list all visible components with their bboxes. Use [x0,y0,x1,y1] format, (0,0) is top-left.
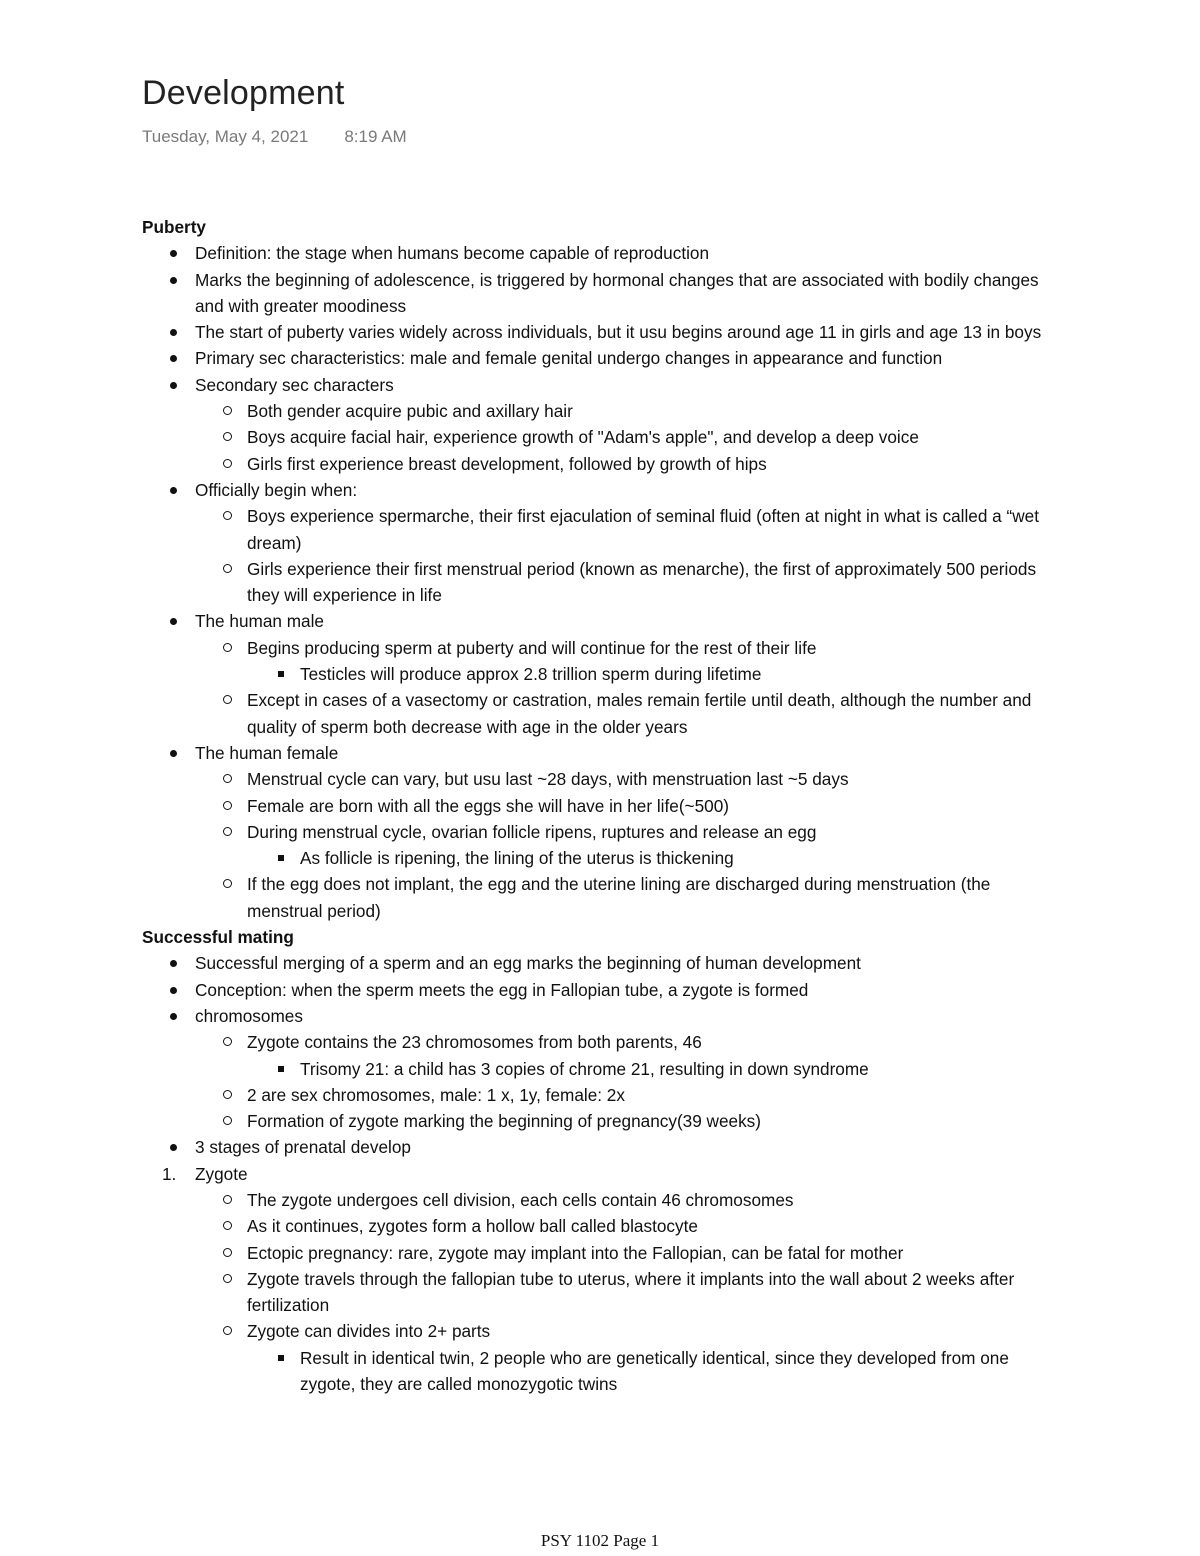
sublist [142,635,1042,740]
list-item: Conception: when the sperm meets the egg in Fallopian tube, a zygote is formed [195,977,1042,1003]
sublist-item: The zygote undergoes cell division, each cells contain 46 chromosomes [247,1187,1042,1213]
sublist [142,503,1042,608]
sublist-item [247,635,1042,688]
numbered-list [142,1161,1042,1398]
note-date: Tuesday, May 4, 2021 [142,127,309,146]
page-title: Development [142,74,345,112]
section-heading-mating: Successful mating [142,927,294,948]
sublist-item: Both gender acquire pubic and axillary hair [247,398,1042,424]
list-item-text: Officially begin when: [195,479,358,500]
sub-sublist [142,845,1042,871]
list-item [195,608,1042,739]
list-item-text: The human male [195,611,324,632]
sublist [142,398,1042,477]
sublist-item: Except in cases of a vasectomy or castration, males remain fertile until death, although the number and quality of sperm both decrease with age in the older years [247,687,1042,740]
sublist-item: Zygote travels through the fallopian tube to uterus, where it implants into the wall about 2 weeks after fertilization [247,1266,1042,1319]
sublist-item: Girls first experience breast development, followed by growth of hips [247,451,1042,477]
sublist-item: Boys acquire facial hair, experience growth of "Adam's apple", and develop a deep voice [247,424,1042,450]
page-footer: PSY 1102 Page 1 [540,1531,660,1550]
sublist [142,1029,1042,1134]
list-item [195,477,1042,608]
sub-sublist [142,1345,1042,1398]
note-timestamp [142,127,407,147]
list-item: Marks the beginning of adolescence, is triggered by hormonal changes that are associated with bodily changes and with greater moodiness [195,267,1042,320]
sub-sublist-item: As follicle is ripening, the lining of the uterus is thickening [300,845,1042,871]
item-number: 1. [162,1163,177,1184]
sublist-item [247,819,1042,872]
list-item-text: chromosomes [195,1005,303,1026]
sublist-item: 2 are sex chromosomes, male: 1 x, 1y, female: 2x [247,1082,1042,1108]
sublist-item: Boys experience spermarche, their first ejaculation of seminal fluid (often at night in what is called a “wet dream) [247,503,1042,556]
numbered-item [162,1161,1042,1398]
sublist-item [247,1318,1042,1397]
list-item: Primary sec characteristics: male and female genital undergo changes in appearance and function [195,345,1042,371]
sublist-item: Formation of zygote marking the beginning of pregnancy(39 weeks) [247,1108,1042,1134]
sublist-item [247,1029,1042,1082]
puberty-list [142,240,1042,924]
list-item [195,740,1042,924]
sublist-item-text: Zygote contains the 23 chromosomes from both parents, 46 [247,1032,702,1053]
list-item: The start of puberty varies widely across individuals, but it usu begins around age 11 in girls and age 13 in boys [195,319,1042,345]
sub-sublist [142,1056,1042,1082]
sublist-item: Menstrual cycle can vary, but usu last ~28 days, with menstruation last ~5 days [247,766,1042,792]
list-item-text: The human female [195,742,339,763]
list-item [195,1003,1042,1134]
note-body [142,214,1042,1397]
list-item: Definition: the stage when humans become capable of reproduction [195,240,1042,266]
sublist-item-text: During menstrual cycle, ovarian follicle ripens, ruptures and release an egg [247,821,817,842]
sublist-item: Girls experience their first menstrual period (known as menarche), the first of approximately 500 periods they will experience in life [247,556,1042,609]
sublist [142,766,1042,924]
sub-sublist-item: Trisomy 21: a child has 3 copies of chrome 21, resulting in down syndrome [300,1056,1042,1082]
sub-sublist-item: Result in identical twin, 2 people who are genetically identical, since they developed from one zygote, they are called monozygotic twins [300,1345,1042,1398]
list-item-text: Secondary sec characters [195,374,394,395]
sublist-item: As it continues, zygotes form a hollow ball called blastocyte [247,1213,1042,1239]
sublist-item-text: Begins producing sperm at puberty and will continue for the rest of their life [247,637,817,658]
mating-list [142,950,1042,1160]
sublist-item: Ectopic pregnancy: rare, zygote may implant into the Fallopian, can be fatal for mother [247,1240,1042,1266]
sublist-item: Female are born with all the eggs she will have in her life(~500) [247,793,1042,819]
list-item: 3 stages of prenatal develop [195,1134,1042,1160]
sublist [142,1187,1042,1397]
note-time: 8:19 AM [344,127,407,146]
list-item: Successful merging of a sperm and an egg marks the beginning of human development [195,950,1042,976]
list-item [195,372,1042,477]
sub-sublist-item: Testicles will produce approx 2.8 trillion sperm during lifetime [300,661,1042,687]
section-heading-puberty: Puberty [142,217,206,237]
sublist-item: If the egg does not implant, the egg and the uterine lining are discharged during menstruation (the menstrual period) [247,871,1042,924]
sub-sublist [142,661,1042,687]
numbered-item-text: Zygote [195,1163,248,1184]
sublist-item-text: Zygote can divides into 2+ parts [247,1321,491,1342]
